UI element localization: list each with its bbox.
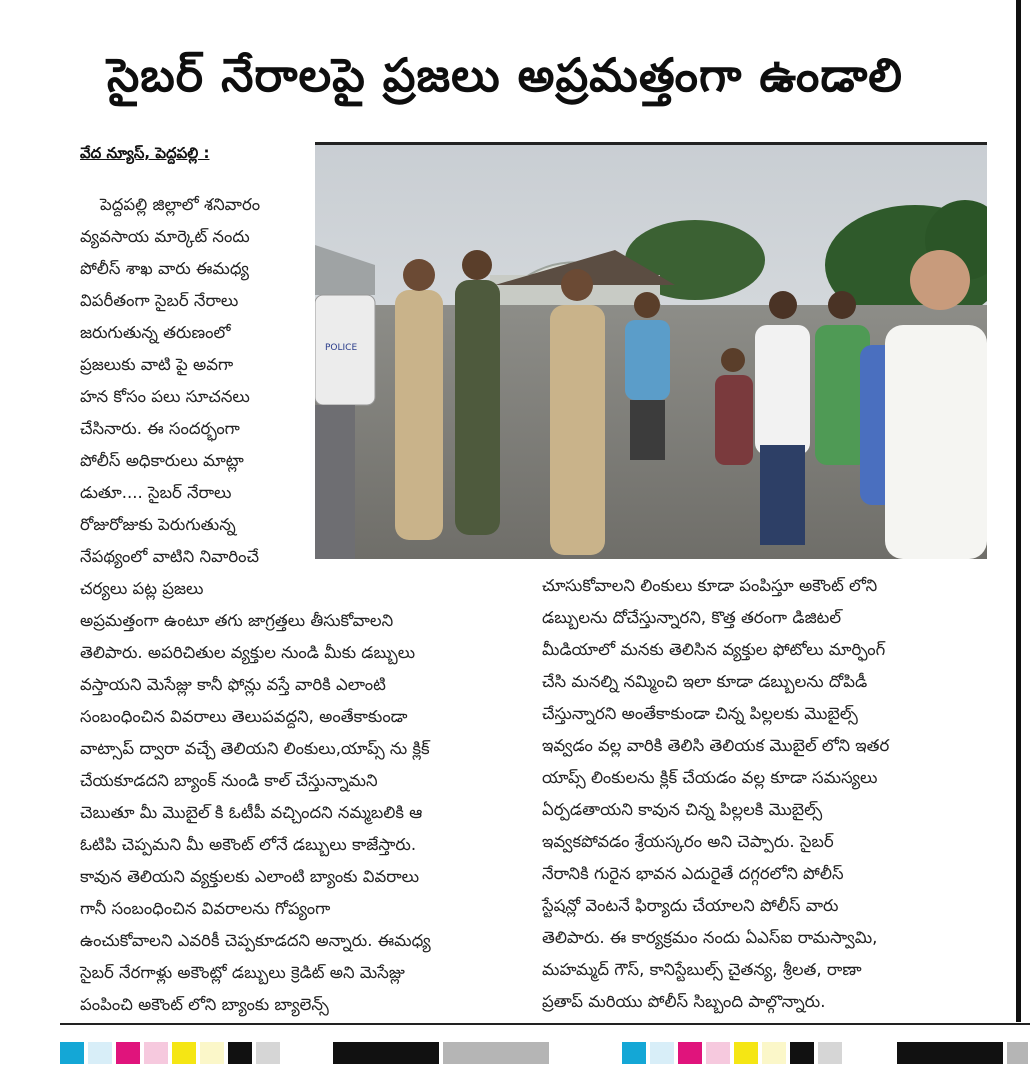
color-swatch xyxy=(172,1042,196,1064)
headline: సైబర్ నేరాలపై ప్రజలు అప్రమత్తంగా ఉండాలి xyxy=(106,48,904,102)
color-swatch xyxy=(762,1042,786,1064)
text-line: కావున తెలియని వ్యక్తులకు ఎలాంటి బ్యాంకు వివరాలు xyxy=(80,867,420,886)
color-swatch xyxy=(256,1042,280,1064)
color-swatch xyxy=(734,1042,758,1064)
text-line: డబ్బులను దోచేస్తున్నారని, కొత్త తరంగా డిజిటల్ xyxy=(542,608,842,627)
text-line: చేసి మనల్ని నమ్మించి ఇలా కూడా డబ్బులను దోపిడీ xyxy=(542,672,868,691)
text-line: పెద్దపల్లి జిల్లాలో శనివారం xyxy=(100,195,261,214)
text-line: యాప్స్ లింకులను క్లిక్ చేయడం వల్ల కూడా సమస్యలు xyxy=(542,768,878,787)
color-swatch xyxy=(678,1042,702,1064)
text-line: సైబర్ నేరగాళ్లు అకౌంట్లో డబ్బులు క్రెడిట్ అని మెసేజ్లు xyxy=(80,963,405,982)
text-line: చర్యలు పట్ల ప్రజలు xyxy=(80,579,204,598)
color-swatch xyxy=(88,1042,112,1064)
color-swatch xyxy=(228,1042,252,1064)
text-line: రోజురోజుకు పెరుగుతున్న xyxy=(80,515,236,534)
text-line: మీడియాలో మనకు తెలిసిన వ్యక్తుల ఫోటోలు మార్ఫింగ్ xyxy=(542,640,886,659)
color-swatch xyxy=(897,1042,1003,1064)
text-line: చేయకూడదని బ్యాంక్ నుండి కాల్ చేస్తున్నామని xyxy=(80,771,378,790)
text-line: తెలిపారు. అపరిచితుల వ్యక్తుల నుండి మీకు డబ్బులు xyxy=(80,643,416,662)
color-swatch xyxy=(144,1042,168,1064)
text-line: డుతూ.... సైబర్ నేరాలు xyxy=(80,483,232,502)
vehicle-text: POLICE xyxy=(325,343,358,353)
text-line: చూసుకోవాలని లింకులు కూడా పంపిస్తూ అకౌంట్ లోని xyxy=(542,576,878,595)
color-swatch xyxy=(60,1042,84,1064)
text-line: మహమ్మద్ గౌస్, కానిస్టేబుల్స్ చైతన్య, శ్రీలత, రాణా xyxy=(542,960,862,979)
text-line: ఇవ్వడం వల్ల వారికి తెలిసి తెలియక మొబైల్ లోని ఇతర xyxy=(542,736,890,755)
color-swatch xyxy=(706,1042,730,1064)
text-line: ఇవ్వకపోవడం శ్రేయస్కరం అని చెప్పారు. సైబర్ xyxy=(542,832,834,851)
color-swatch xyxy=(650,1042,674,1064)
photo-illustration xyxy=(315,145,987,559)
news-photo xyxy=(315,142,987,559)
text-line: సంబంధించిన వివరాలు తెలుపవద్దని, అంతేకాకుండా xyxy=(80,707,408,726)
text-line: జరుగుతున్న తరుణంలో xyxy=(80,323,231,342)
color-swatch xyxy=(790,1042,814,1064)
right-column-rule xyxy=(1016,0,1021,1022)
text-line: ఉంచుకోవాలని ఎవరికీ చెప్పకూడదని అన్నారు. ఈమధ్య xyxy=(80,931,431,950)
text-line: గానీ సంబంధించిన వివరాలను గోప్యంగా xyxy=(80,899,331,918)
text-line: వస్తాయని మెసేజ్లు కానీ ఫోన్లు వస్తే వారికి ఎలాంటి xyxy=(80,675,386,694)
color-swatch xyxy=(1007,1042,1028,1064)
text-line: అప్రమత్తంగా ఉంటూ తగు జాగ్రత్తలు తీసుకోవాలని xyxy=(80,611,394,630)
color-swatch xyxy=(200,1042,224,1064)
text-line: పోలీస్ అధికారులు మాట్లా xyxy=(80,451,244,470)
bottom-rule xyxy=(60,1023,1030,1025)
text-line: నేపథ్యంలో వాటిని నివారించే xyxy=(80,547,260,566)
color-swatch xyxy=(818,1042,842,1064)
text-line: పంపించి అకౌంట్ లోని బ్యాంకు బ్యాలెన్స్ xyxy=(80,995,329,1014)
text-line: స్టేషన్లో వెంటనే ఫిర్యాదు చేయాలని పోలీస్ వారు xyxy=(542,896,839,915)
text-line: వ్యవసాయ మార్కెట్ నందు xyxy=(80,227,250,246)
text-line: నేరానికి గురైన భావన ఎదురైతే దగ్గరలోని పోలీస్ xyxy=(542,864,844,883)
text-line: చెబుతూ మీ మొబైల్ కి ఓటీపీ వచ్చిందని నమ్మబలికి ఆ xyxy=(80,803,423,822)
text-line: విపరీతంగా సైబర్ నేరాలు xyxy=(80,291,239,310)
text-line: హన కోసం పలు సూచనలు xyxy=(80,387,250,406)
text-line: పోలీస్ శాఖ వారు ఈమధ్య xyxy=(80,259,249,278)
text-line: ఓటిపి చెప్పమని మీ అకౌంట్ లోనే డబ్బులు కాజేస్తారు. xyxy=(80,835,417,854)
text-line: చేస్తున్నారని అంతేకాకుండా చిన్న పిల్లలకు మొబైల్స్ xyxy=(542,704,858,723)
text-line: చేసినారు. ఈ సందర్భంగా xyxy=(80,419,240,438)
text-line: ప్రతాప్ మరియు పోలీస్ సిబ్బంది పాల్గొన్నారు. xyxy=(542,992,826,1011)
text-line: తెలిపారు. ఈ కార్యక్రమం నందు ఏఎస్ఐ రామస్వామి, xyxy=(542,928,878,947)
dateline: వేద న్యూస్, పెద్దపల్లి : xyxy=(80,144,210,162)
text-line: ఏర్పడతాయని కావున చిన్న పిల్లలకి మొబైల్స్ xyxy=(542,800,823,819)
text-line: వాట్సాప్ ద్వారా వచ్చే తెలియని లింకులు,యాప్స్ ను క్లిక్ xyxy=(80,739,430,758)
color-swatch xyxy=(116,1042,140,1064)
color-swatch xyxy=(333,1042,439,1064)
color-swatch xyxy=(622,1042,646,1064)
text-line: ప్రజలుకు వాటి పై అవగా xyxy=(80,355,234,374)
color-swatch xyxy=(443,1042,549,1064)
